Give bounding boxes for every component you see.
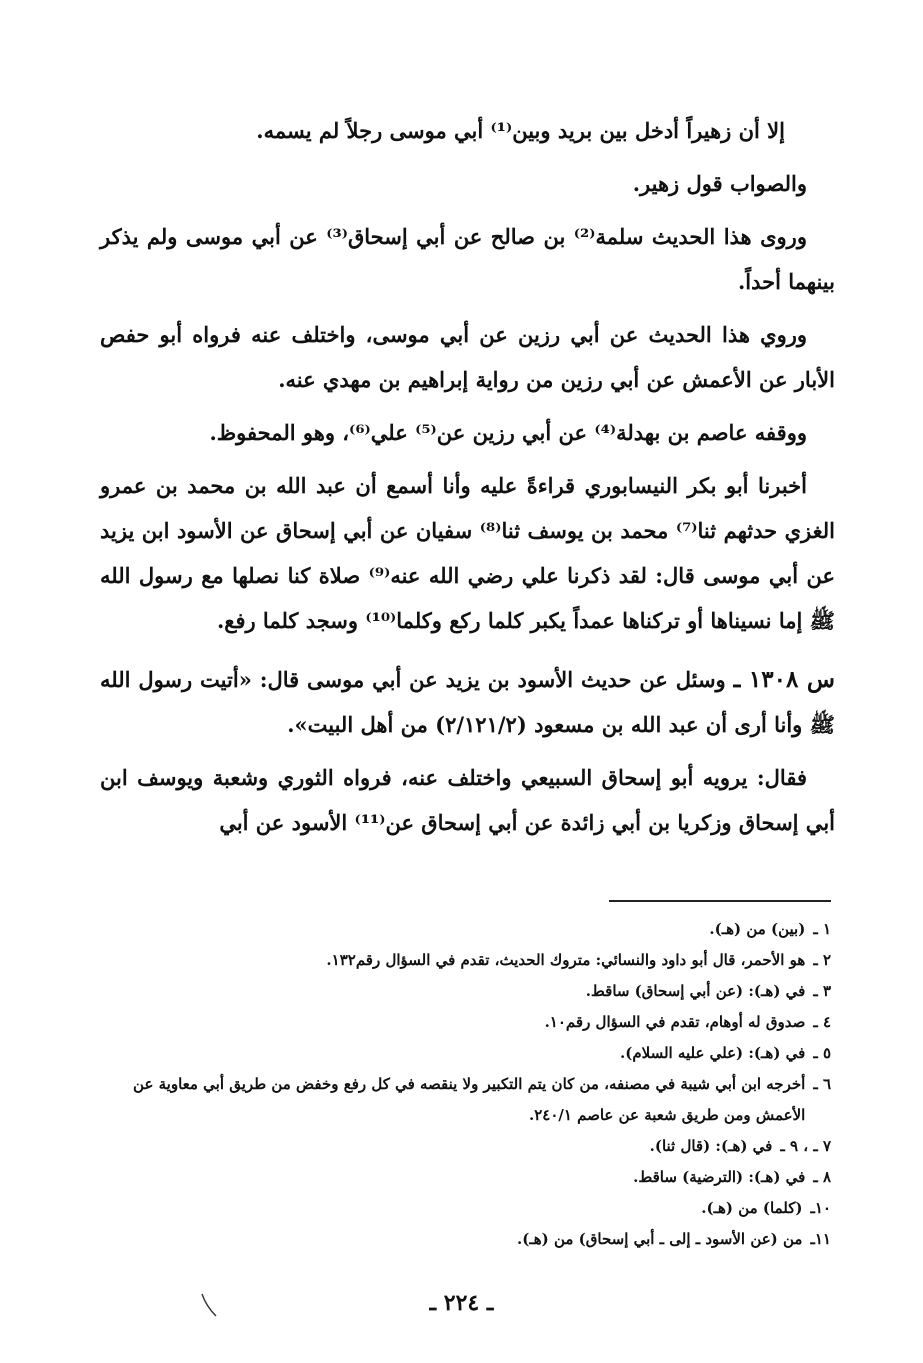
footnote-5 bbox=[100, 1038, 831, 1069]
footnote-number: ٥ ـ bbox=[813, 1044, 831, 1062]
footnote-text: (بين) من (هـ). bbox=[709, 920, 806, 938]
footnote-2 bbox=[100, 945, 831, 976]
footnote-6 bbox=[100, 1069, 831, 1131]
footnote-number: ٧ ـ ، ٩ ـ bbox=[780, 1137, 831, 1155]
footnote-8 bbox=[100, 1162, 831, 1193]
question-number: س ١٣٠٨ ـ bbox=[733, 666, 836, 693]
footnote-7-9 bbox=[100, 1131, 831, 1162]
footnotes bbox=[100, 914, 831, 1255]
footnote-number: ١٠ـ bbox=[810, 1199, 831, 1217]
page-number: ـ ٢٢٤ ـ bbox=[429, 1290, 494, 1316]
footnote-text: أخرجه ابن أبي شيبة في مصنفه، من كان يتم التكبير ولا ينقصه في كل رفع وخفض من طريق أبي معاوية عن الأعمش ومن طريق شعبة عن عاصم ٢٤٠/١. bbox=[133, 1075, 806, 1124]
paragraph-5: ووقفه عاصم بن بهدلة⁽⁴⁾ عن أبي رزين عن⁽⁵⁾ علي⁽⁶⁾، وهو المحفوظ. bbox=[209, 420, 807, 445]
paragraph-6: أخبرنا أبو بكر النيسابوري قراءةً عليه وأنا أسمع أن عبد الله بن محمد بن عمرو الغزي حدثهم ثنا⁽⁷⁾ محمد بن يوسف ثنا⁽⁸⁾ سفيان عن أبي إسحاق عن الأسود ابن يزيد عن أبي موسى قال: لقد ذكرنا علي رضي الله عنه⁽⁹⁾ صلاة كنا نصلها مع رسول الله ﷺ إما نسيناها أو تركناها عمداً يكبر كلما ركع وكلما⁽¹⁰⁾ وسجد كلما رفع. bbox=[100, 473, 835, 633]
question-text: وسئل عن حديث الأسود بن يزيد عن أبي موسى قال: «أتيت رسول الله ﷺ وأنا أرى أن عبد الله بن مسعود (٢/١٢١/٢) من أهل البيت». bbox=[100, 667, 835, 737]
footnote-number: ٦ ـ bbox=[813, 1075, 831, 1093]
footnote-number: ٢ ـ bbox=[813, 951, 831, 969]
paragraph-3: وروى هذا الحديث سلمة⁽²⁾ بن صالح عن أبي إسحاق⁽³⁾ عن أبي موسى ولم يذكر بينهما أحداً. bbox=[100, 224, 835, 294]
footnote-number: ٤ ـ bbox=[813, 1013, 831, 1031]
footnote-text: (كلما) من (هـ). bbox=[701, 1199, 803, 1217]
paragraph-1: إلا أن زهيراً أدخل بين بريد وبين⁽¹⁾ أبي موسى رجلاً لم يسمه. bbox=[256, 118, 785, 143]
footnote-divider bbox=[609, 900, 831, 902]
footnote-text: في (هـ): (قال ثنا). bbox=[649, 1137, 773, 1155]
main-text bbox=[100, 108, 835, 853]
footnote-text: من (عن الأسود ـ إلى ـ أبي إسحاق) من (هـ). bbox=[517, 1230, 803, 1248]
footnote-text: في (هـ): (الترضية) ساقط. bbox=[633, 1168, 806, 1186]
paragraph-2: والصواب قول زهير. bbox=[632, 171, 807, 196]
footnote-text: في (هـ): (علي عليه السلام). bbox=[620, 1044, 806, 1062]
footnote-text: في (هـ): (عن أبي إسحاق) ساقط. bbox=[585, 982, 806, 1000]
footnote-number: ١ ـ bbox=[813, 920, 831, 938]
footnote-number: ١١ـ bbox=[810, 1230, 831, 1248]
footnote-3 bbox=[100, 976, 831, 1007]
question-paragraph bbox=[100, 657, 835, 747]
footnote-10 bbox=[100, 1193, 831, 1224]
answer-paragraph: فقال: يرويه أبو إسحاق السبيعي واختلف عنه، فرواه الثوري وشعبة ويوسف ابن أبي إسحاق وزكريا بن أبي زائدة عن أبي إسحاق عن⁽¹¹⁾ الأسود عن أبي bbox=[100, 765, 835, 835]
footnote-number: ٨ ـ bbox=[813, 1168, 831, 1186]
footnote-number: ٣ ـ bbox=[813, 982, 831, 1000]
footnote-text: هو الأحمر، قال أبو داود والنسائي: متروك الحديث، تقدم في السؤال رقم١٣٢. bbox=[326, 951, 806, 969]
footnote-1 bbox=[100, 914, 831, 945]
footnote-11 bbox=[100, 1224, 831, 1255]
footnote-4 bbox=[100, 1007, 831, 1038]
paragraph-4: وروي هذا الحديث عن أبي رزين عن أبي موسى، واختلف عنه فرواه أبو حفص الأبار عن الأعمش عن أبي رزين من رواية إبراهيم بن مهدي عنه. bbox=[100, 322, 835, 392]
footnote-text: صدوق له أوهام، تقدم في السؤال رقم١٠. bbox=[544, 1013, 806, 1031]
